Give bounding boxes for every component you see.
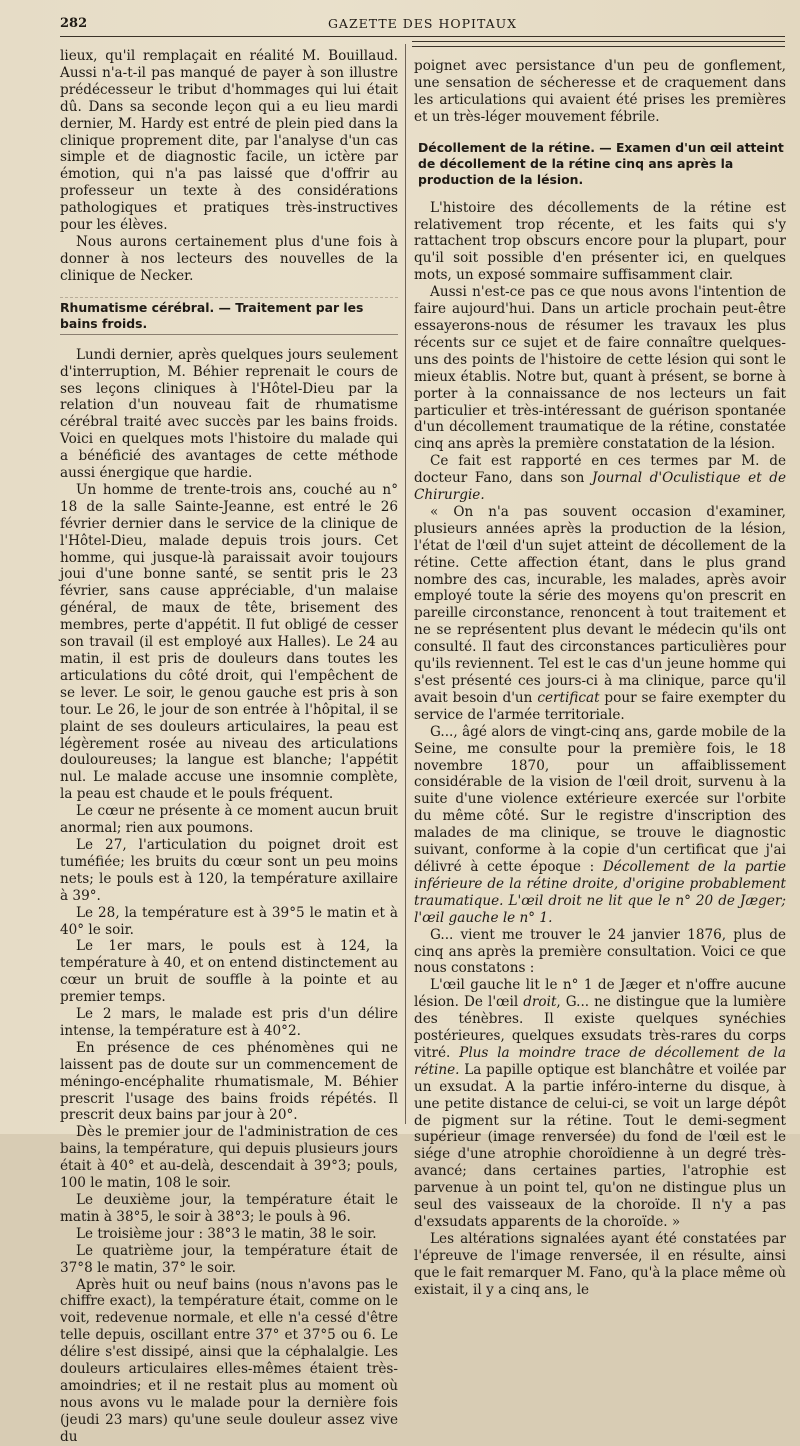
paragraph [414, 504, 786, 724]
running-title: GAZETTE DES HOPITAUX [327, 16, 518, 31]
paragraph: Le deuxième jour, la température était le matin à 38°5, le soir à 38°3; le pouls à 96. [60, 1192, 398, 1225]
section-heading-rhumatisme: Rhumatisme cérébral. — Traitement par les bains froids. [60, 297, 398, 335]
page-header [60, 10, 785, 37]
paragraph: Après huit ou neuf bains (nous n'avons pas le chiffre exact), la température était, comme on le voit, redevenue normale, et elle n'a cessé d'être telle depuis, oscillant entre 37° et 37°5 ou 6. Le délire s'est dissipé, ainsi que la céphalalgie. Les douleurs articulaires elles-mêmes étaient très-amoindries; et il ne restait plus au moment où nous avons vu le malade pour la dernière fois (jeudi 23 mars) qu'une seule douleur assez vive du [60, 1276, 398, 1445]
paragraph: Nous aurons certainement plus d'une fois à donner à nos lecteurs des nouvelles de la clinique de Necker. [60, 233, 398, 284]
paragraph: Dès le premier jour de l'administration de ces bains, la température, qui depuis plusieurs jours était à 40° et au-delà, descendait à 39°3; pouls, 100 le matin, 108 le soir. [60, 1124, 398, 1192]
paragraph [414, 724, 786, 927]
paragraph: Le 1er mars, le pouls est à 124, la température à 40, et on entend distinctement au cœur un bruit de souffle à la pointe et au premier temps. [60, 938, 398, 1006]
paragraph [414, 977, 786, 1231]
paragraph: Le 2 mars, le malade est pris d'un délire intense, la température est à 40°2. [60, 1006, 398, 1039]
paragraph: Aussi n'est-ce pas ce que nous avons l'intention de faire aujourd'hui. Dans un article prochain peut-être essayerons-nous de résumer les travaux les plus récents sur ce sujet et de faire connaître quelques-uns des points de l'histoire de cette lésion qui sont le mieux établis. Notre but, quant à présent, se borne à porter à la connaissance de nos lecteurs un fait particulier et très-intéressant de guérison spontanée d'un décollement traumatique de la rétine, constatée cinq ans après la première constatation de la lésion. [414, 284, 786, 453]
paragraph: L'histoire des décollements de la rétine est relativement trop récente, et les faits qui s'y rattachent trop obscurs encore pour la plupart, pour qu'il soit possible d'en présenter ici, en quelques mots, un exposé sommaire suffisamment clair. [414, 199, 786, 284]
paragraph: Un homme de trente-trois ans, couché au n° 18 de la salle Sainte-Jeanne, est entré le 26 février dernier dans le service de la clinique de l'Hôtel-Dieu, malade depuis trois jours. Cet homme, qui jusque-là paraissait avoir toujours joui d'une bonne santé, se sentit pris le 23 février, sans cause appréciable, d'un malaise général, de maux de tête, brisement des membres, perte d'appétit. Il fut obligé de cesser son travail (il est employé aux Halles). Le 24 au matin, il est pris de douleurs dans toutes les articulations du côté droit, qui l'empêchent de se lever. Le soir, le genou gauche est pris à son tour. Le 26, le jour de son entrée à l'hôpital, il se plaint de ses douleurs articulaires, la peau est légèrement rosée au niveau des articulations douloureuses; la langue est blanche; l'appétit nul. Le malade accuse une insomnie complète, la peau est chaude et le pouls fréquent. [60, 481, 398, 803]
paragraph [414, 453, 786, 504]
journal-title: Journal d'Oculistique et de Chirurgie. [414, 470, 787, 504]
text-run: G..., âgé alors de vingt-cinq ans, garde mobile de la Seine, me consulte pour la première fois, le 18 novembre 1870, pour un affaiblissement considérable de la vision de l'œil droit, survenu à la suite d'une violence extérieure exercée sur l'orbite du même côté. Sur le registre d'inscription des malades de ma clinique, se trouve le diagnostic suivant, conforme à la copie d'un certificat que j'ai délivré à cette époque : [414, 723, 786, 875]
paragraph: Le quatrième jour, la température était de 37°8 le matin, 37° le soir. [60, 1242, 398, 1276]
paragraph: lieux, qu'il remplaçait en réalité M. Bouillaud. Aussi n'a-t-il pas manqué de payer à son illustre prédécesseur le tribut d'hommages qui lui était dû. Dans sa seconde leçon qui a eu lieu mardi dernier, M. Hardy est entré de plein pied dans la clinique proprement dite, par l'analyse d'un cas simple et de diagnostic facile, un ictère par émotion, qui n'a pas laissé que d'offrir au professeur un texte à des considérations pathologiques et pratiques très-instructives pour les élèves. [60, 48, 398, 234]
paragraph: G... vient me trouver le 24 janvier 1876, plus de cinq ans après la première consultation. Voici ce que nous constatons : [414, 926, 786, 977]
text-run: Ce fait est rapporté en ces termes par M. de docteur Fano, dans son [414, 453, 786, 487]
header-rule-double [412, 46, 785, 47]
header-rule [412, 41, 785, 42]
text-run: , G... ne distingue que la lumière des ténèbres. Il existe quelques synéchies postérieures, quelques exsudats très-rares du corps vitré. [414, 994, 786, 1061]
emphasis: Plus la moindre trace de décollement de la rétine. [414, 1044, 787, 1078]
emphasis: certificat [537, 689, 600, 706]
paragraph: poignet avec persistance d'un peu de gonflement, une sensation de sécheresse et de craquement dans les articulations qui avaient été prises les premières et un très-léger mouvement fébrile. [414, 58, 786, 125]
paragraph: Lundi dernier, après quelques jours seulement d'interruption, M. Béhier reprenait le cours de ses leçons cliniques à l'Hôtel-Dieu par la relation d'un nouveau fait de rhumatisme cérébral traité avec succès par les bains froids. Voici en quelques mots l'histoire du malade qui a bénéficié des avantages de cette méthode aussi énergique que hardie. [60, 346, 398, 482]
section-heading-decollement: Décollement de la rétine. — Examen d'un œil atteint de décollement de la rétine cinq ans après la production de la lésion. [418, 139, 784, 187]
page-number: 282 [60, 16, 88, 31]
right-column [414, 58, 786, 1299]
paragraph: Le troisième jour : 38°3 le matin, 38 le soir. [76, 1225, 377, 1242]
paragraph: Le cœur ne présente à ce moment aucun bruit anormal; rien aux poumons. [60, 803, 398, 837]
emphasis: Décollement de la partie inférieure de la rétine droite, d'origine probablement traumatique. L'œil droit ne lit que le n° 20 de Jæger; l'œil gauche le n° 1. [414, 858, 786, 926]
paragraph: Le 27, l'articulation du poignet droit est tuméfiée; les bruits du cœur sont un peu moins nets; le pouls est à 120, la température axillaire à 39°. [60, 836, 398, 904]
emphasis: droit [523, 994, 557, 1011]
column-divider [405, 44, 406, 1124]
paragraph: Les altérations signalées ayant été constatées par l'épreuve de l'image renversée, il en résulte, ainsi que le fait remarquer M. Fano, qu'à la place même où existait, il y a cinq ans, le [414, 1230, 786, 1298]
text-run: « On n'a pas souvent occasion d'examiner, plusieurs années après la production de la lésion, l'état de l'œil d'un sujet atteint de décollement de la rétine. Cette affection étant, dans le plus grand nombre des cas, incurable, les malades, après avoir employé toute la série des moyens qu'on prescrit en pareille circonstance, renoncent à tout traitement et ne se représentent plus devant le médecin qu'ils ont consulté. Il faut des circonstances particulières pour qu'ils reviennent. Tel est le cas d'un jeune homme qui s'est présenté ces jours-ci à ma clinique, parce qu'il avait besoin d'un [414, 503, 786, 706]
paragraph: En présence de ces phénomènes qui ne laissent pas de doute sur un commencement de méningo-encéphalite rhumatismale, M. Béhier prescrit l'usage des bains froids répétés. Il prescrit deux bains par jour à 20°. [60, 1039, 398, 1124]
paragraph: Le 28, la température est à 39°5 le matin et à 40° le soir. [60, 904, 398, 938]
text-run: La papille optique est blanchâtre et voilée par un exsudat. A la partie inféro-interne du disque, à une petite distance de celui-ci, se voit un large dépôt de pigment sur la rétine. Tout le demi-segment supérieur (image renversée) du fond de l'œil est le siége d'une atrophie choroïdienne à un degré très-avancé; dans certaines parties, l'atrophie est parvenue à un point tel, qu'on ne distingue plus un seul des vaisseaux de la choroïde. Il n'y a pas d'exsudats apparents de la choroïde. » [414, 1061, 786, 1230]
text-run: L'œil gauche lit le n° 1 de Jæger et n'offre aucune lésion. De l'œil [414, 977, 786, 1011]
left-column [60, 48, 398, 1446]
text-run: pour se faire exempter du service de l'armée territoriale. [414, 689, 786, 723]
